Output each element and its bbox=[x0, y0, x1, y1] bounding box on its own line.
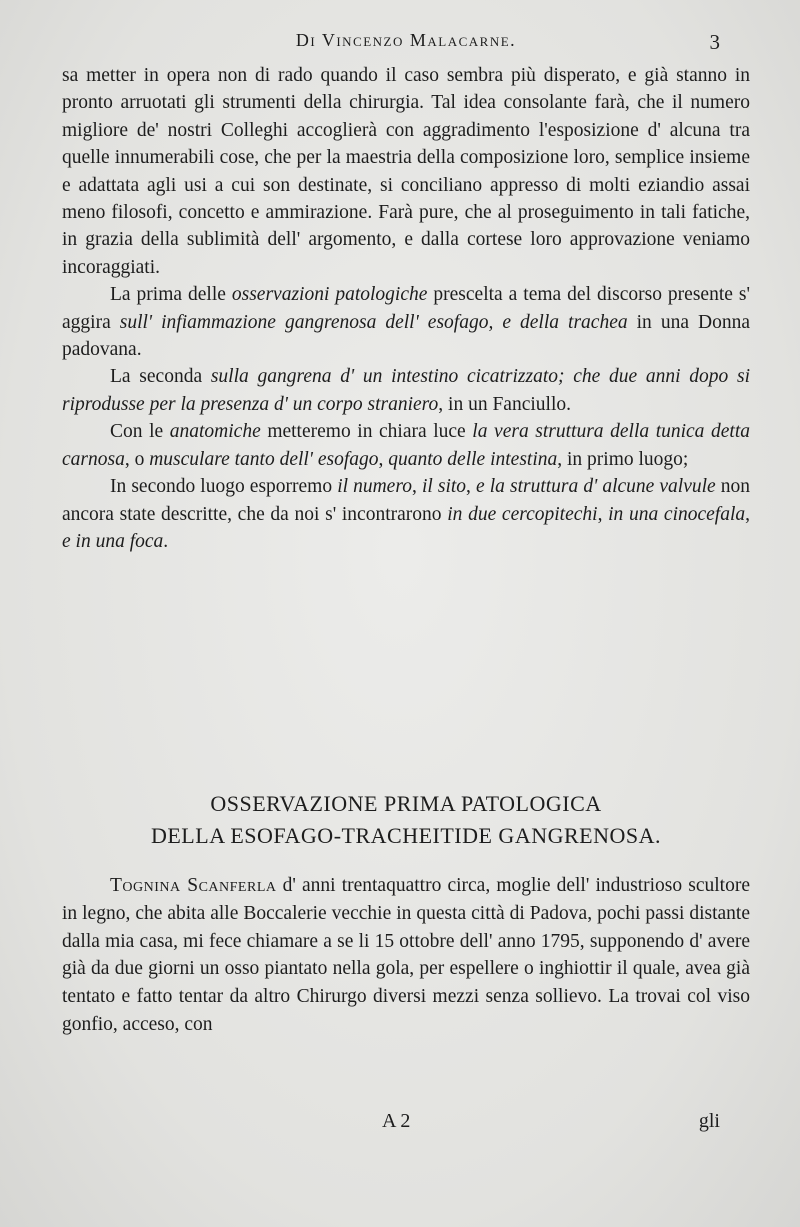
section-title-line-2: DELLA ESOFAGO-TRACHEITIDE GANGRENOSA. bbox=[150, 823, 661, 848]
catchword: gli bbox=[698, 1110, 720, 1132]
paragraph-3: La seconda sulla gangrena d' un intestino cicatrizzato; che due anni dopo si riprodusse per la presenza d' un corpo straniero, in un Fanciullo. bbox=[62, 366, 750, 415]
page-footer bbox=[62, 1110, 750, 1140]
paragraph-4: Con le anatomiche metteremo in chiara luce la vera struttura della tunica detta carnosa, o musculare tanto dell' esofago, quanto delle intestina, in primo luogo; bbox=[62, 421, 751, 470]
running-head: Di Vincenzo Malacarne. bbox=[295, 30, 517, 50]
observation-text bbox=[62, 872, 750, 1039]
paragraph-2: La prima delle osservazioni patologiche prescelta a tema del discorso presente s' aggira sull' infiammazione gangrenosa dell' esofago, e della trachea in una Donna padovana. bbox=[62, 284, 750, 361]
patient-name: Tognina Scanferla bbox=[110, 875, 277, 896]
page-header bbox=[62, 30, 750, 60]
paragraph-5: In secondo luogo esporremo il numero, il sito, e la struttura d' alcune valvule non ancora state descritte, che da noi s' incontrarono in due cercopitechi, in una cinocefala, e in una foca. bbox=[62, 476, 751, 552]
signature-mark: A 2 bbox=[382, 1110, 411, 1132]
introduction-text bbox=[62, 62, 750, 555]
section-title-line-1: OSSERVAZIONE PRIMA PATOLOGICA bbox=[210, 791, 602, 816]
observation-paragraph: Tognina Scanferla d' anni trentaquattro circa, moglie dell' industrioso scultore in legno, che abita alle Boccalerie vecchie in questa città di Padova, pochi passi distante dalla mia casa, mi fece chiamare a se li 15 ottobre dell' anno 1795, supponendo d' avere già da due giorni un osso piantato nella gola, per espellere o inghiottir il quale, avea già tentato e fatto tentar da altro Chirurgo diversi mezzi senza sollievo. La trovai col viso gonfio, acceso, con bbox=[62, 875, 750, 1035]
paragraph-1: sa metter in opera non di rado quando il caso sembra più disperato, e già stanno in pronto arruotati gli strumenti della chirurgia. Tal idea consolante farà, che il numero migliore de' nostri Colleghi accoglierà con aggradimento l'esposizione d' alcuna tra quelle innumerabili cose, che per la maestria della composizione loro, semplice insieme e adattata agli usi a cui son destinate, si conciliano appresso di molti eziandio assai meno filosofi, concetto e ammirazione. Farà pure, che al proseguimento in tali fatiche, in grazia della sublimità dell' argomento, e dalla cortese loro approvazione veniamo incoraggiati. bbox=[62, 65, 750, 278]
page-number: 3 bbox=[709, 30, 720, 54]
